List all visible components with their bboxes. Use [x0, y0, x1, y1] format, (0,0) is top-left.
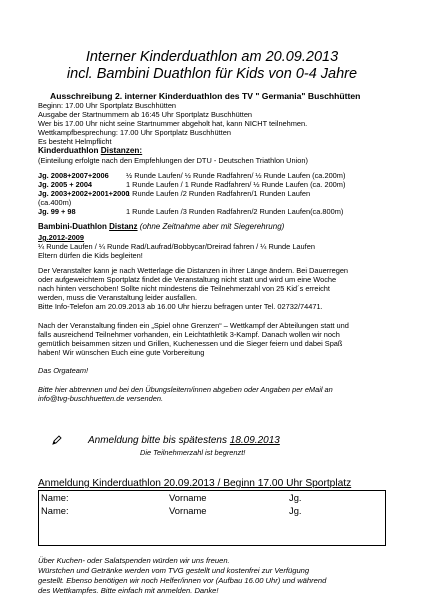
notice-line: gemütlich beisammen sitzen und Grillen, Kuchenessen und die Sieger feiern und dabei Spaß: [38, 339, 343, 348]
notice-line: Nach der Veranstaltung finden ein „Spiel ohne Grenzen“ – Wettkampf der Abteilungen statt und: [38, 321, 349, 330]
jg-label: Jg.: [289, 492, 302, 503]
flyer-page: Interner Kinderduathlon am 20.09.2013 incl. Bambini Duathlon für Kids von 0-4 Jahre Ausschreibung 2. interner Kinderduathlon des TV " Germania" Buschhütten Beginn: 17.00 Uhr Sportplatz Buschhütten Ausgabe der Startnummern ab 16:45 Uhr Sportplatz Buschhütten Wer bis 17.00 Uhr nicht seine Startnummer abgeholt hat, kann NICHT teilnehmen. Wettkampfbesprechung: 17.00 Uhr Sportplatz Buschhütten Es besteht Helmpflicht Kinderduathlon Distanzen: (Einteilung erfolgte nach den Empfehlungen der DTU - Deutschen Triathlon Union) Jg. 2008+2007+2006 ½ Runde Laufen/ ½ Runde Radfahren/ ½ Runde Laufen (ca.200m) Jg. 2005 + 2004 1 Runde Laufen / 1 Runde Radfahren/ ½ Runde Laufen (ca. 200m) Jg. 2003+2002+2001+2000 1 Runde Laufen /2 Runden Radfahren/1 Runden Laufen (ca.400m) Jg. 99 + 98 1 Runde Laufen /3 Runden Radfahren/2 Runden Laufen(ca.800m) Bambini-Duathlon Distanz (ohne Zeitnahme aber mit Siegerehrung) Jg.2012-2009 ¼ Runde Laufen / ¼ Runde Rad/Laufrad/Bobbycar/Dreirad fahren / ¼ Runde Laufen Eltern dürfen die Kids begleiten! Der Veranstalter kann je nach Wetterlage die Distanzen in ihrer Länge ändern. Bei Dauerregen oder aufgeweichtem Sportplatz findet die Veranstaltung nicht statt und wird um eine Woche nach hinten verschoben! Sollte nicht mindestens die Teilnehmerzahl von 25 Kid´s erreicht werden, muss die Veranstaltung leider ausfallen. Bitte Info-Telefon am 20.09.2013 ab 16.00 Uhr hierzu befragen unter Tel. 02732/74471. Nach der Veranstaltung finden ein „Spiel ohne Grenzen“ – Wettkampf der Abteilungen statt und falls ausreichend Teilnehmer vorhanden, ein Leichtathletik 3-Kampf. Danach wollen wir noch gemütlich beisammen sitzen und Grillen, Kuchenessen und die Sieger feiern und dabei Spaß haben! Wir wünschen Euch eine gute Vorbereitung Das Orgateam! Bitte hier abtrennen und bei den Übungsleitern/innen abgeben oder Angaben per eMail an info@tvg-buschhuetten.de versenden. Anmeldung bitte bis spätestens 18.09.2013 Die Teilnehmerzahl ist begrenzt! Anmeldung Kinderduathlon 20.09.2013 / Beginn 17.00 Uhr Sportplatz Name: Vorname Jg. Name: Vorname Jg. Über Kuchen- oder Salatspenden würden wir uns freuen. Würstchen und Getränke werden vom TVG gestellt und kostenfrei zur Verfügung gestellt. Ebenso benötigen wir noch Helfer/innen vor (Aufbau 16.00 Uhr) und während des Wettkampfes. Bitte einfach mit anmelden. Danke!: [0, 0, 424, 600]
footer-line: des Wettkampfes. Bitte einfach mit anmelden. Danke!: [38, 586, 219, 595]
name-label: Name:: [41, 505, 69, 516]
notice-line: Der Veranstalter kann je nach Wetterlage die Distanzen in ihrer Länge ändern. Bei Dauerregen: [38, 266, 349, 275]
notice-line: nach hinten verschoben! Sollte nicht mindestens die Teilnehmerzahl von 25 Kid´s erreicht: [38, 284, 330, 293]
info-line: Ausgabe der Startnummern ab 16:45 Uhr Sportplatz Buschhütten: [38, 110, 253, 119]
jg-label: Jg.: [289, 505, 302, 516]
registration-heading: Anmeldung Kinderduathlon 20.09.2013 / Beginn 17.00 Uhr Sportplatz: [38, 478, 352, 489]
vorname-label: Vorname: [169, 505, 207, 516]
distances-note: (Einteilung erfolgte nach den Empfehlungen der DTU - Deutschen Triathlon Union): [38, 156, 308, 165]
bambini-line: ¼ Runde Laufen / ¼ Runde Rad/Laufrad/Bobbycar/Dreirad fahren / ¼ Runde Laufen: [38, 242, 315, 251]
distances-heading: Kinderduathlon Distanzen:: [38, 146, 143, 155]
main-title: Interner Kinderduathlon am 20.09.2013: [85, 49, 339, 65]
footer-line: gestellt. Ebenso benötigen wir noch Helfer/innen vor (Aufbau 16.00 Uhr) und während: [38, 576, 327, 585]
cut-note: info@tvg-buschhuetten.de versenden.: [38, 394, 164, 403]
name-label: Name:: [41, 492, 69, 503]
bambini-year-group: Jg.2012-2009: [38, 233, 85, 242]
bambini-line: Eltern dürfen die Kids begleiten!: [38, 251, 143, 260]
pen-icon: [52, 435, 62, 445]
notice-line: haben! Wir wünschen Euch eine gute Vorbereitung: [38, 348, 205, 357]
notice-line: werden, muss die Veranstaltung leider ausfallen.: [38, 293, 197, 302]
registration-form-box[interactable]: [38, 490, 386, 546]
deadline-sub: Die Teilnehmerzahl ist begrenzt!: [140, 448, 246, 457]
bambini-heading: Bambini-Duathlon Distanz (ohne Zeitnahme aber mit Siegerehrung): [38, 222, 285, 231]
announcement-heading: Ausschreibung 2. interner Kinderduathlon des TV " Germania" Buschhütten: [50, 91, 361, 101]
info-line: Es besteht Helmpflicht: [38, 137, 112, 146]
info-line: Wettkampfbesprechung: 17.00 Uhr Sportplatz Buschhütten: [38, 128, 231, 137]
info-line: Beginn: 17.00 Uhr Sportplatz Buschhütten: [38, 101, 177, 110]
sub-title: incl. Bambini Duathlon für Kids von 0-4 Jahre: [66, 66, 358, 82]
notice-line: oder aufgeweichtem Sportplatz findet die Veranstaltung nicht statt und wird um eine Woche: [38, 275, 337, 284]
vorname-label: Vorname: [169, 492, 207, 503]
deadline-text: Anmeldung bitte bis spätestens 18.09.2013: [88, 435, 280, 446]
signature: Das Orgateam!: [38, 366, 89, 375]
footer-line: Würstchen und Getränke werden vom TVG gestellt und kostenfrei zur Verfügung: [38, 566, 310, 575]
info-line: Wer bis 17.00 Uhr nicht seine Startnummer abgeholt hat, kann NICHT teilnehmen.: [38, 119, 308, 128]
cut-note: Bitte hier abtrennen und bei den Übungsleitern/innen abgeben oder Angaben per eMail an: [38, 385, 333, 394]
notice-line: Bitte Info-Telefon am 20.09.2013 ab 16.00 Uhr hierzu befragen unter Tel. 02732/74471.: [38, 302, 323, 311]
notice-line: falls ausreichend Teilnehmer vorhanden, ein Leichtathletik 3-Kampf. Danach wollen wir noch: [38, 330, 340, 339]
footer-line: Über Kuchen- oder Salatspenden würden wir uns freuen.: [38, 556, 230, 565]
